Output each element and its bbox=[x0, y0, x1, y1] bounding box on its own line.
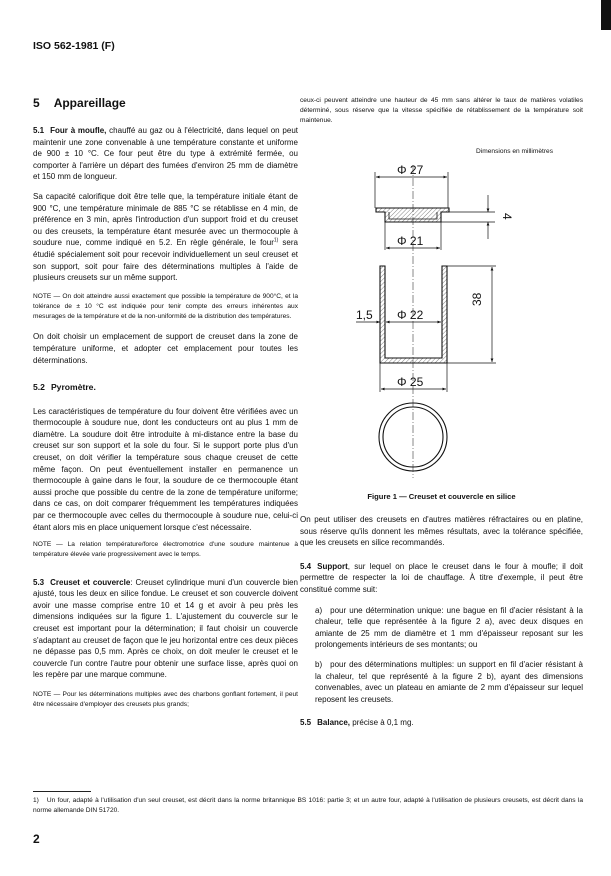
footnote-text: Un four, adapté à l'utilisation d'un seul creuset, est décrit dans la norme britannique BS 1016: partie 3; et un autre four, adapté à l'utilisation de plusieurs creusets, est décrit dans la norme allemande DIN 51720. bbox=[33, 797, 583, 815]
clause-title: Support bbox=[317, 561, 348, 571]
dim-lid-height: 4 bbox=[500, 213, 514, 220]
para-text: Sa capacité calorifique doit être telle que, la température initiale étant de 900 °C, une température minimale de 885 °C se rétablisse en 4 min, de préférence en 3 min, après l'introduction d'un support froid et du creuset ou des creusets, la température étant mesurée avec un thermocouple à soudure nue, comme indiqué en 5.2. En règle générale, le four bbox=[33, 191, 298, 248]
dim-height: 38 bbox=[470, 292, 484, 306]
clause-title: Four à moufle, bbox=[50, 126, 107, 135]
clause-title: Balance, bbox=[317, 718, 351, 728]
list-label: a) bbox=[315, 605, 323, 615]
dim-inner: Φ 22 bbox=[397, 308, 424, 322]
list-item-b bbox=[315, 659, 583, 705]
scan-edge-mark bbox=[601, 0, 611, 30]
clause-5-1-para3: On doit choisir un emplacement de support de creuset dans la zone de température uniforme, et adopter cet emplacement pour toutes les déterminations. bbox=[33, 332, 298, 365]
figure-caption: Figure 1 — Creuset et couvercle en silice bbox=[367, 492, 516, 501]
section-title: Appareillage bbox=[53, 96, 126, 110]
list-label: b) bbox=[315, 659, 323, 669]
document-id: ISO 562-1981 (F) bbox=[33, 40, 115, 52]
page-number: 2 bbox=[33, 832, 40, 846]
note-5-1: NOTE — On doit atteindre aussi exactement que possible la température de 900°C, et la tolérance de ± 10 °C est indiquée pour tenir compte des erreurs inhérentes aux mesurages de la température et de la non-uniformité de la distribution des températures. bbox=[33, 292, 298, 321]
section-number: 5 bbox=[33, 96, 40, 110]
note-5-3: NOTE — Pour les déterminations multiples avec des charbons gonflant fortement, il peut être nécessaire d'employer des creusets plus grands; bbox=[33, 690, 298, 709]
note-5-2: NOTE — La relation température/force électromotrice d'une soudure maintenue à température élevée varie progressivement avec le temps. bbox=[33, 541, 298, 559]
clause-text: chauffé au gaz ou à l'électricité, dans lequel on peut maintenir une zone convenable à une température constante et uniforme de 900 ± 10 °C. Ce four peut être du type à extrémité fermée, ou comporter à l'arrière un départ des fumées d'environ 25 mm de diamètre et 150 mm de longueur. bbox=[33, 126, 298, 182]
figure-1-drawing bbox=[340, 160, 540, 480]
clause-5-3 bbox=[33, 577, 298, 681]
clause-text: , sur lequel on place le creuset dans le four à moufle; il doit permettre de respecter la loi de chauffage. À titre d'exemple, il peut être constitué comme suit: bbox=[300, 561, 583, 594]
clause-number: 5.4 bbox=[300, 561, 312, 571]
list-item-a bbox=[315, 605, 583, 651]
clause-5-1-para2 bbox=[33, 191, 298, 284]
clause-5-2-heading bbox=[33, 382, 298, 394]
footnote-rule bbox=[33, 791, 91, 792]
clause-number: 5.5 bbox=[300, 718, 312, 728]
right-column-lower bbox=[300, 492, 583, 729]
clause-5-2-text: Les caractéristiques de température du four doivent être vérifiées avec un thermocouple à soudure nue, dont les conducteurs ont au plus 1 mm de diamètre. La soudure doit être introduite à mi-distance entre la base du creuset sur son support et la sole du four. Si le support porte plus d'un creuset, on doit vérifier la température sous chaque creuset de cette même façon. On peut éventuellement installer en permanence un thermocouple à gaine dans le four, la soudure de ce thermocouple étant aussi proche que possible du centre de la zone de température uniforme; dans ce cas, on doit comparer fréquemment les températures indiquées par ce thermocouple avec celles du thermocouple à soudure nue, celui-ci étant alors mis en place uniquement lorsque c'est nécessaire. bbox=[33, 406, 298, 532]
paragraph-alternatives: On peut utiliser des creusets en d'autres matières réfractaires ou en platine, sous réserve qu'ils donnent les mêmes résultats, avec la tolérance spécifiée, que les creusets en silice recommandés. bbox=[300, 515, 583, 548]
section-heading bbox=[33, 96, 298, 111]
clause-number: 5.3 bbox=[33, 577, 45, 587]
left-column bbox=[33, 96, 298, 710]
clause-title: Creuset et couvercle bbox=[50, 577, 131, 587]
dim-wall: 1,5 bbox=[356, 308, 373, 322]
clause-number: 5.2 bbox=[33, 382, 45, 393]
list-text: pour une détermination unique: une bague en fil d'acier résistant à la chaleur, telle que représentée à la figure 2 a), avec deux disques en amiante de 25 mm de diamètre et 1 mm d'épaisseur reposant sur les prolongements intérieurs de ses montants; ou bbox=[315, 605, 583, 650]
dim-lid-outer: Φ 27 bbox=[397, 163, 424, 177]
footnote-ref: 1) bbox=[273, 237, 279, 244]
list-text: pour des déterminations multiples: un support en fil d'acier résistant à la chaleur, tel que représenté à la figure 2 b), ayant des dimensions convenables, avec un plateau en amiante de 2 mm d'épaisseur sur lequel reposent les creusets. bbox=[315, 659, 583, 704]
clause-number: 5.1 bbox=[33, 126, 45, 135]
footnote-mark: 1) bbox=[33, 797, 39, 804]
para-text: sera étudié spécialement soit pour recevoir individuellement un seul creuset et son support, soit pour faire des déterminations multiples à l'aide de plusieurs creusets sur un même support. bbox=[33, 238, 298, 283]
clause-text: précise à 0,1 mg. bbox=[350, 718, 414, 728]
clause-5-4 bbox=[300, 561, 583, 596]
clause-text: : Creuset cylindrique muni d'un couvercle bien ajusté, tous les deux en silice fondue. Le creuset et son couvercle doivent avoir une masse comprise entre 10 et 14 g et avoir à peu près les dimensions indiquées sur la figure 1. L'ajustement du couvercle sur le creuset est important pour la détermination; il faut choisir un couvercle s'adaptant au creuset de façon que le jeu horizontal entre ces deux pièces ne dépasse pas 0,5 mm. Après ce choix, on doit meuler le creuset et le couvercle l'un contre l'autre pour obtenir une surface lisse, après quoi on les repère par une marque commune. bbox=[33, 577, 299, 680]
clause-5-1 bbox=[33, 125, 298, 183]
dim-lid-inner: Φ 21 bbox=[397, 234, 424, 248]
footnote bbox=[33, 796, 583, 816]
note-5-3-continued: ceux-ci peuvent atteindre une hauteur de 45 mm sans altérer le taux de matières volatiles déterminé, sous réserve que la vitesse spécifiée de rétablissement de la température soit maintenue. bbox=[300, 97, 583, 125]
clause-5-5 bbox=[300, 717, 583, 729]
dim-outer: Φ 25 bbox=[397, 375, 424, 389]
clause-title: Pyromètre. bbox=[50, 382, 96, 393]
units-note: Dimensions en millimètres bbox=[476, 148, 553, 155]
